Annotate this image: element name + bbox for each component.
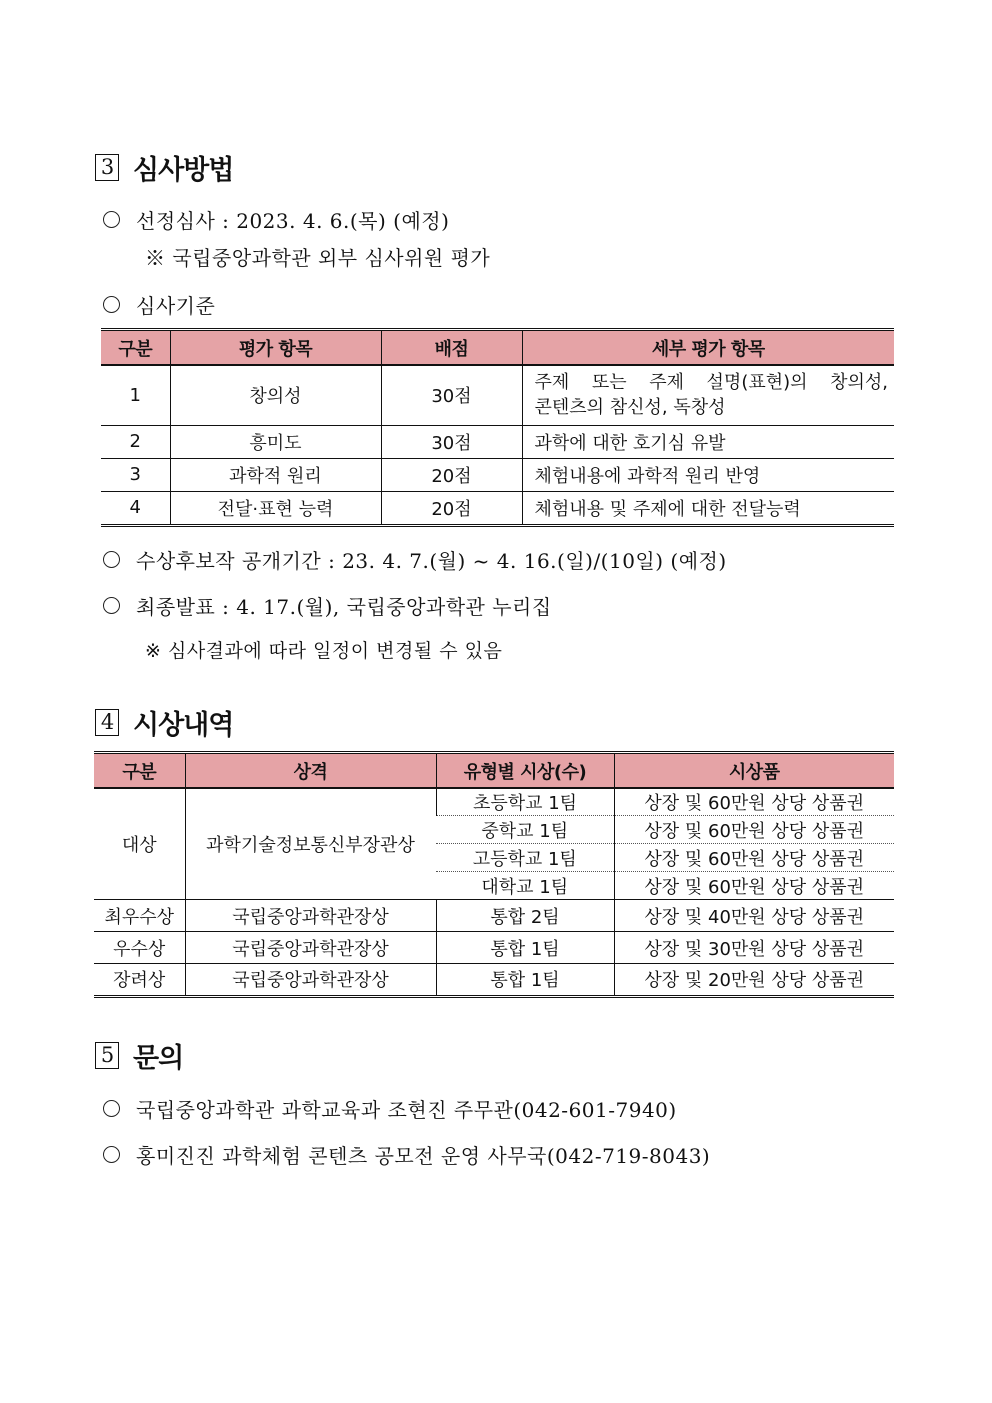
cell-prize: 상장 및 60만원 상당 상품권 <box>614 788 894 816</box>
section-5-heading <box>95 1036 183 1075</box>
cell-score: 20점 <box>381 491 522 524</box>
table-row <box>101 425 894 458</box>
bullet-circle-icon <box>103 597 120 614</box>
cell-detail: 체험내용에 과학적 원리 반영 <box>522 458 894 491</box>
cell-prize: 상장 및 30만원 상당 상품권 <box>614 932 894 964</box>
criteria-table <box>101 328 894 527</box>
table-row <box>94 900 894 932</box>
cell-type: 대학교 1팀 <box>436 872 614 900</box>
col-header: 구분 <box>101 331 170 365</box>
bullet-circle-icon <box>103 551 120 568</box>
bullet-circle-icon <box>103 1100 120 1117</box>
section-3-heading <box>95 148 233 187</box>
selection-date-line <box>103 205 449 234</box>
cell-rank: 과학기술정보통신부장관상 <box>185 788 436 900</box>
selection-note: ※ 국립중앙과학관 외부 심사위원 평가 <box>145 246 491 270</box>
table-row <box>101 365 894 425</box>
exhibit-period-line <box>103 545 727 574</box>
cell-type: 중학교 1팀 <box>436 816 614 844</box>
cell-detail: 체험내용 및 주제에 대한 전달능력 <box>522 491 894 524</box>
cell-type: 통합 1팀 <box>436 932 614 964</box>
cell-detail: 주제 또는 주제 설명(표현)의 창의성, 콘텐츠의 참신성, 독창성 <box>522 365 894 425</box>
contact-line <box>103 1094 677 1123</box>
section-number-box: 3 <box>95 154 119 181</box>
cell-score: 20점 <box>381 458 522 491</box>
col-header: 세부 평가 항목 <box>522 331 894 365</box>
cell-item: 흥미도 <box>170 425 381 458</box>
bullet-circle-icon <box>103 1146 120 1163</box>
final-announce: 최종발표 : 4. 17.(월), 국립중앙과학관 누리집 <box>136 595 552 619</box>
cell-item: 과학적 원리 <box>170 458 381 491</box>
table-row <box>101 458 894 491</box>
bullet-circle-icon <box>103 296 120 313</box>
cell-rank: 국립중앙과학관장상 <box>185 900 436 932</box>
cell-prize: 상장 및 40만원 상당 상품권 <box>614 900 894 932</box>
col-header: 상격 <box>185 754 436 788</box>
contact-text: 홍미진진 과학체험 콘텐츠 공모전 운영 사무국(042-719-8043) <box>136 1144 711 1168</box>
cell-score: 30점 <box>381 425 522 458</box>
section-title: 문의 <box>133 1043 184 1074</box>
cell-prize: 상장 및 20만원 상당 상품권 <box>614 964 894 995</box>
contact-line <box>103 1140 710 1169</box>
contact-text: 국립중앙과학관 과학교육과 조현진 주무관(042-601-7940) <box>136 1098 677 1122</box>
table-row <box>101 491 894 524</box>
cell-category: 우수상 <box>94 932 185 964</box>
cell-type: 고등학교 1팀 <box>436 844 614 872</box>
schedule-note: ※ 심사결과에 따라 일정이 변경될 수 있음 <box>145 640 503 662</box>
cell-item: 창의성 <box>170 365 381 425</box>
exhibit-period: 수상후보작 공개기간 : 23. 4. 7.(월) ~ 4. 16.(일)/(10일) (예정) <box>136 549 727 573</box>
table-row <box>94 964 894 995</box>
cell-prize: 상장 및 60만원 상당 상품권 <box>614 872 894 900</box>
cell-score: 30점 <box>381 365 522 425</box>
final-announce-line <box>103 591 552 620</box>
section-number-box: 4 <box>95 709 119 736</box>
cell-prize: 상장 및 60만원 상당 상품권 <box>614 816 894 844</box>
col-header: 배점 <box>381 331 522 365</box>
cell-detail: 과학에 대한 호기심 유발 <box>522 425 894 458</box>
cell-type: 초등학교 1팀 <box>436 788 614 816</box>
cell-no: 4 <box>101 491 170 524</box>
cell-no: 1 <box>101 365 170 425</box>
col-header: 평가 항목 <box>170 331 381 365</box>
table-row <box>94 788 894 816</box>
awards-table <box>94 751 894 998</box>
cell-rank: 국립중앙과학관장상 <box>185 932 436 964</box>
selection-date: 선정심사 : 2023. 4. 6.(목) (예정) <box>136 209 450 233</box>
cell-no: 3 <box>101 458 170 491</box>
cell-rank: 국립중앙과학관장상 <box>185 964 436 995</box>
section-number-box: 5 <box>95 1042 119 1069</box>
section-4-heading <box>95 703 233 742</box>
cell-type: 통합 2팀 <box>436 900 614 932</box>
cell-item: 전달·표현 능력 <box>170 491 381 524</box>
bullet-circle-icon <box>103 211 120 228</box>
cell-no: 2 <box>101 425 170 458</box>
cell-prize: 상장 및 60만원 상당 상품권 <box>614 844 894 872</box>
col-header: 시상품 <box>614 754 894 788</box>
section-title: 시상내역 <box>133 710 234 741</box>
criteria-label: 심사기준 <box>136 294 216 318</box>
col-header: 유형별 시상(수) <box>436 754 614 788</box>
col-header: 구분 <box>94 754 185 788</box>
criteria-label-line <box>103 290 215 319</box>
table-row <box>94 932 894 964</box>
cell-category: 장려상 <box>94 964 185 995</box>
section-title: 심사방법 <box>133 155 234 186</box>
cell-category: 최우수상 <box>94 900 185 932</box>
cell-category: 대상 <box>94 788 185 900</box>
cell-type: 통합 1팀 <box>436 964 614 995</box>
